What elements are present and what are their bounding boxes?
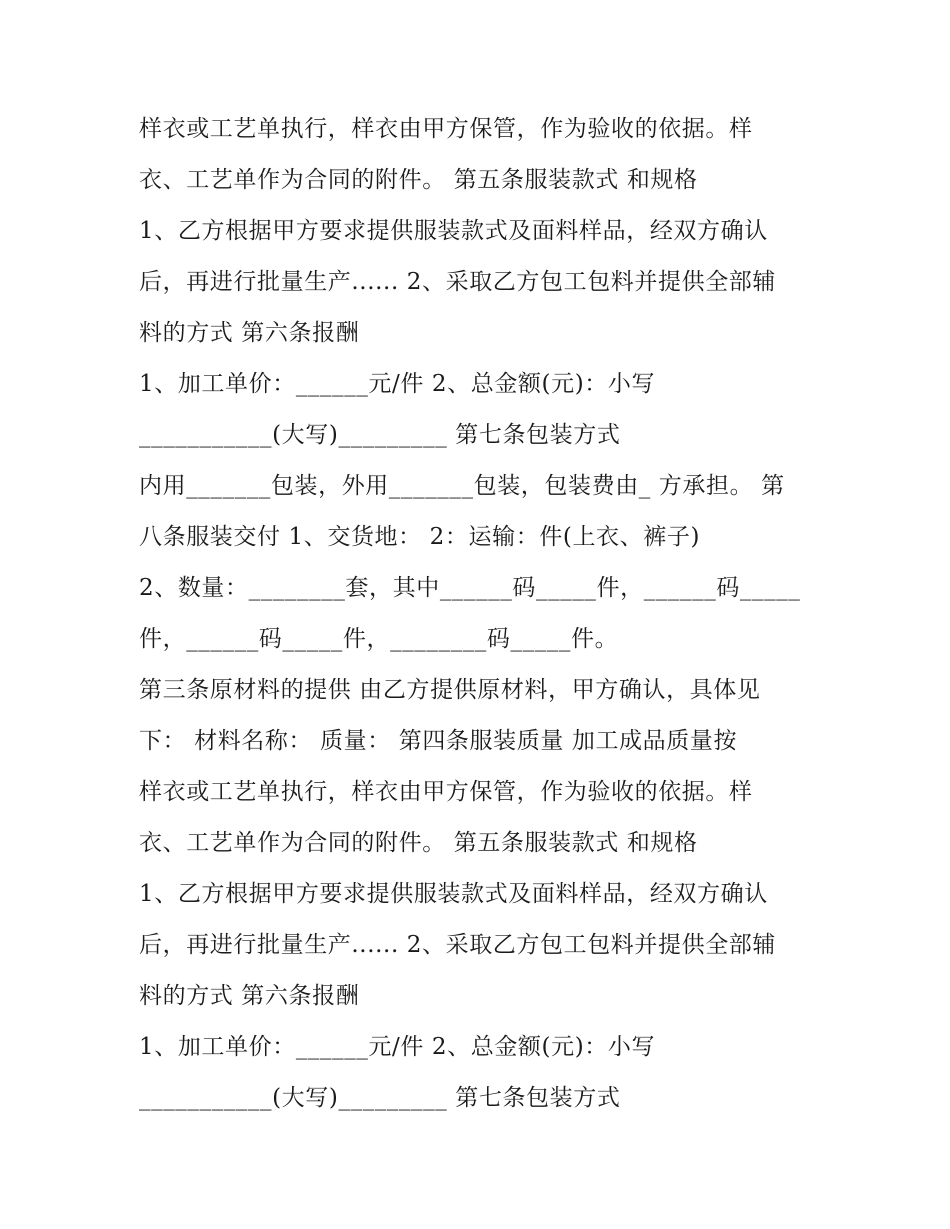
text-line: 1、加工单价：______元/件 2、总金额(元)：小写 [139, 371, 656, 397]
text-line: 后，再进行批量生产...... 2、采取乙方包工包料并提供全部辅 [139, 932, 777, 958]
text-line: ___________(大写)_________ 第七条包装方式 [139, 422, 621, 448]
text-line: ___________(大写)_________ 第七条包装方式 [139, 1085, 621, 1111]
text-line: 衣、工艺单作为合同的附件。 第五条服装款式 和规格 [139, 830, 698, 856]
text-line: 第三条原材料的提供 由乙方提供原材料，甲方确认，具体见 [139, 677, 761, 703]
text-line: 件，______码_____件，________码_____件。 [139, 626, 619, 652]
text-line: 料的方式 第六条报酬 [139, 320, 360, 346]
text-line: 2、数量：________套，其中______码_____件，______码_____ [139, 575, 801, 601]
text-line: 1、乙方根据甲方要求提供服装款式及面料样品，经双方确认 [139, 881, 768, 907]
text-line: 后，再进行批量生产...... 2、采取乙方包工包料并提供全部辅 [139, 269, 777, 295]
text-line: 样衣或工艺单执行，样衣由甲方保管，作为验收的依据。样 [139, 779, 753, 805]
text-line: 样衣或工艺单执行，样衣由甲方保管，作为验收的依据。样 [139, 116, 753, 142]
text-line: 1、乙方根据甲方要求提供服装款式及面料样品，经双方确认 [139, 218, 768, 244]
document-body [139, 104, 819, 1124]
text-line: 衣、工艺单作为合同的附件。 第五条服装款式 和规格 [139, 167, 698, 193]
text-line: 料的方式 第六条报酬 [139, 983, 360, 1009]
text-line: 八条服装交付 1、交货地： 2：运输：件(上衣、裤子) [139, 524, 701, 550]
text-line: 内用_______包装，外用_______包装，包装费由_ 方承担。 第 [139, 473, 785, 499]
text-line: 1、加工单价：______元/件 2、总金额(元)：小写 [139, 1034, 656, 1060]
text-line: 下： 材料名称： 质量： 第四条服装质量 加工成品质量按 [139, 728, 738, 754]
